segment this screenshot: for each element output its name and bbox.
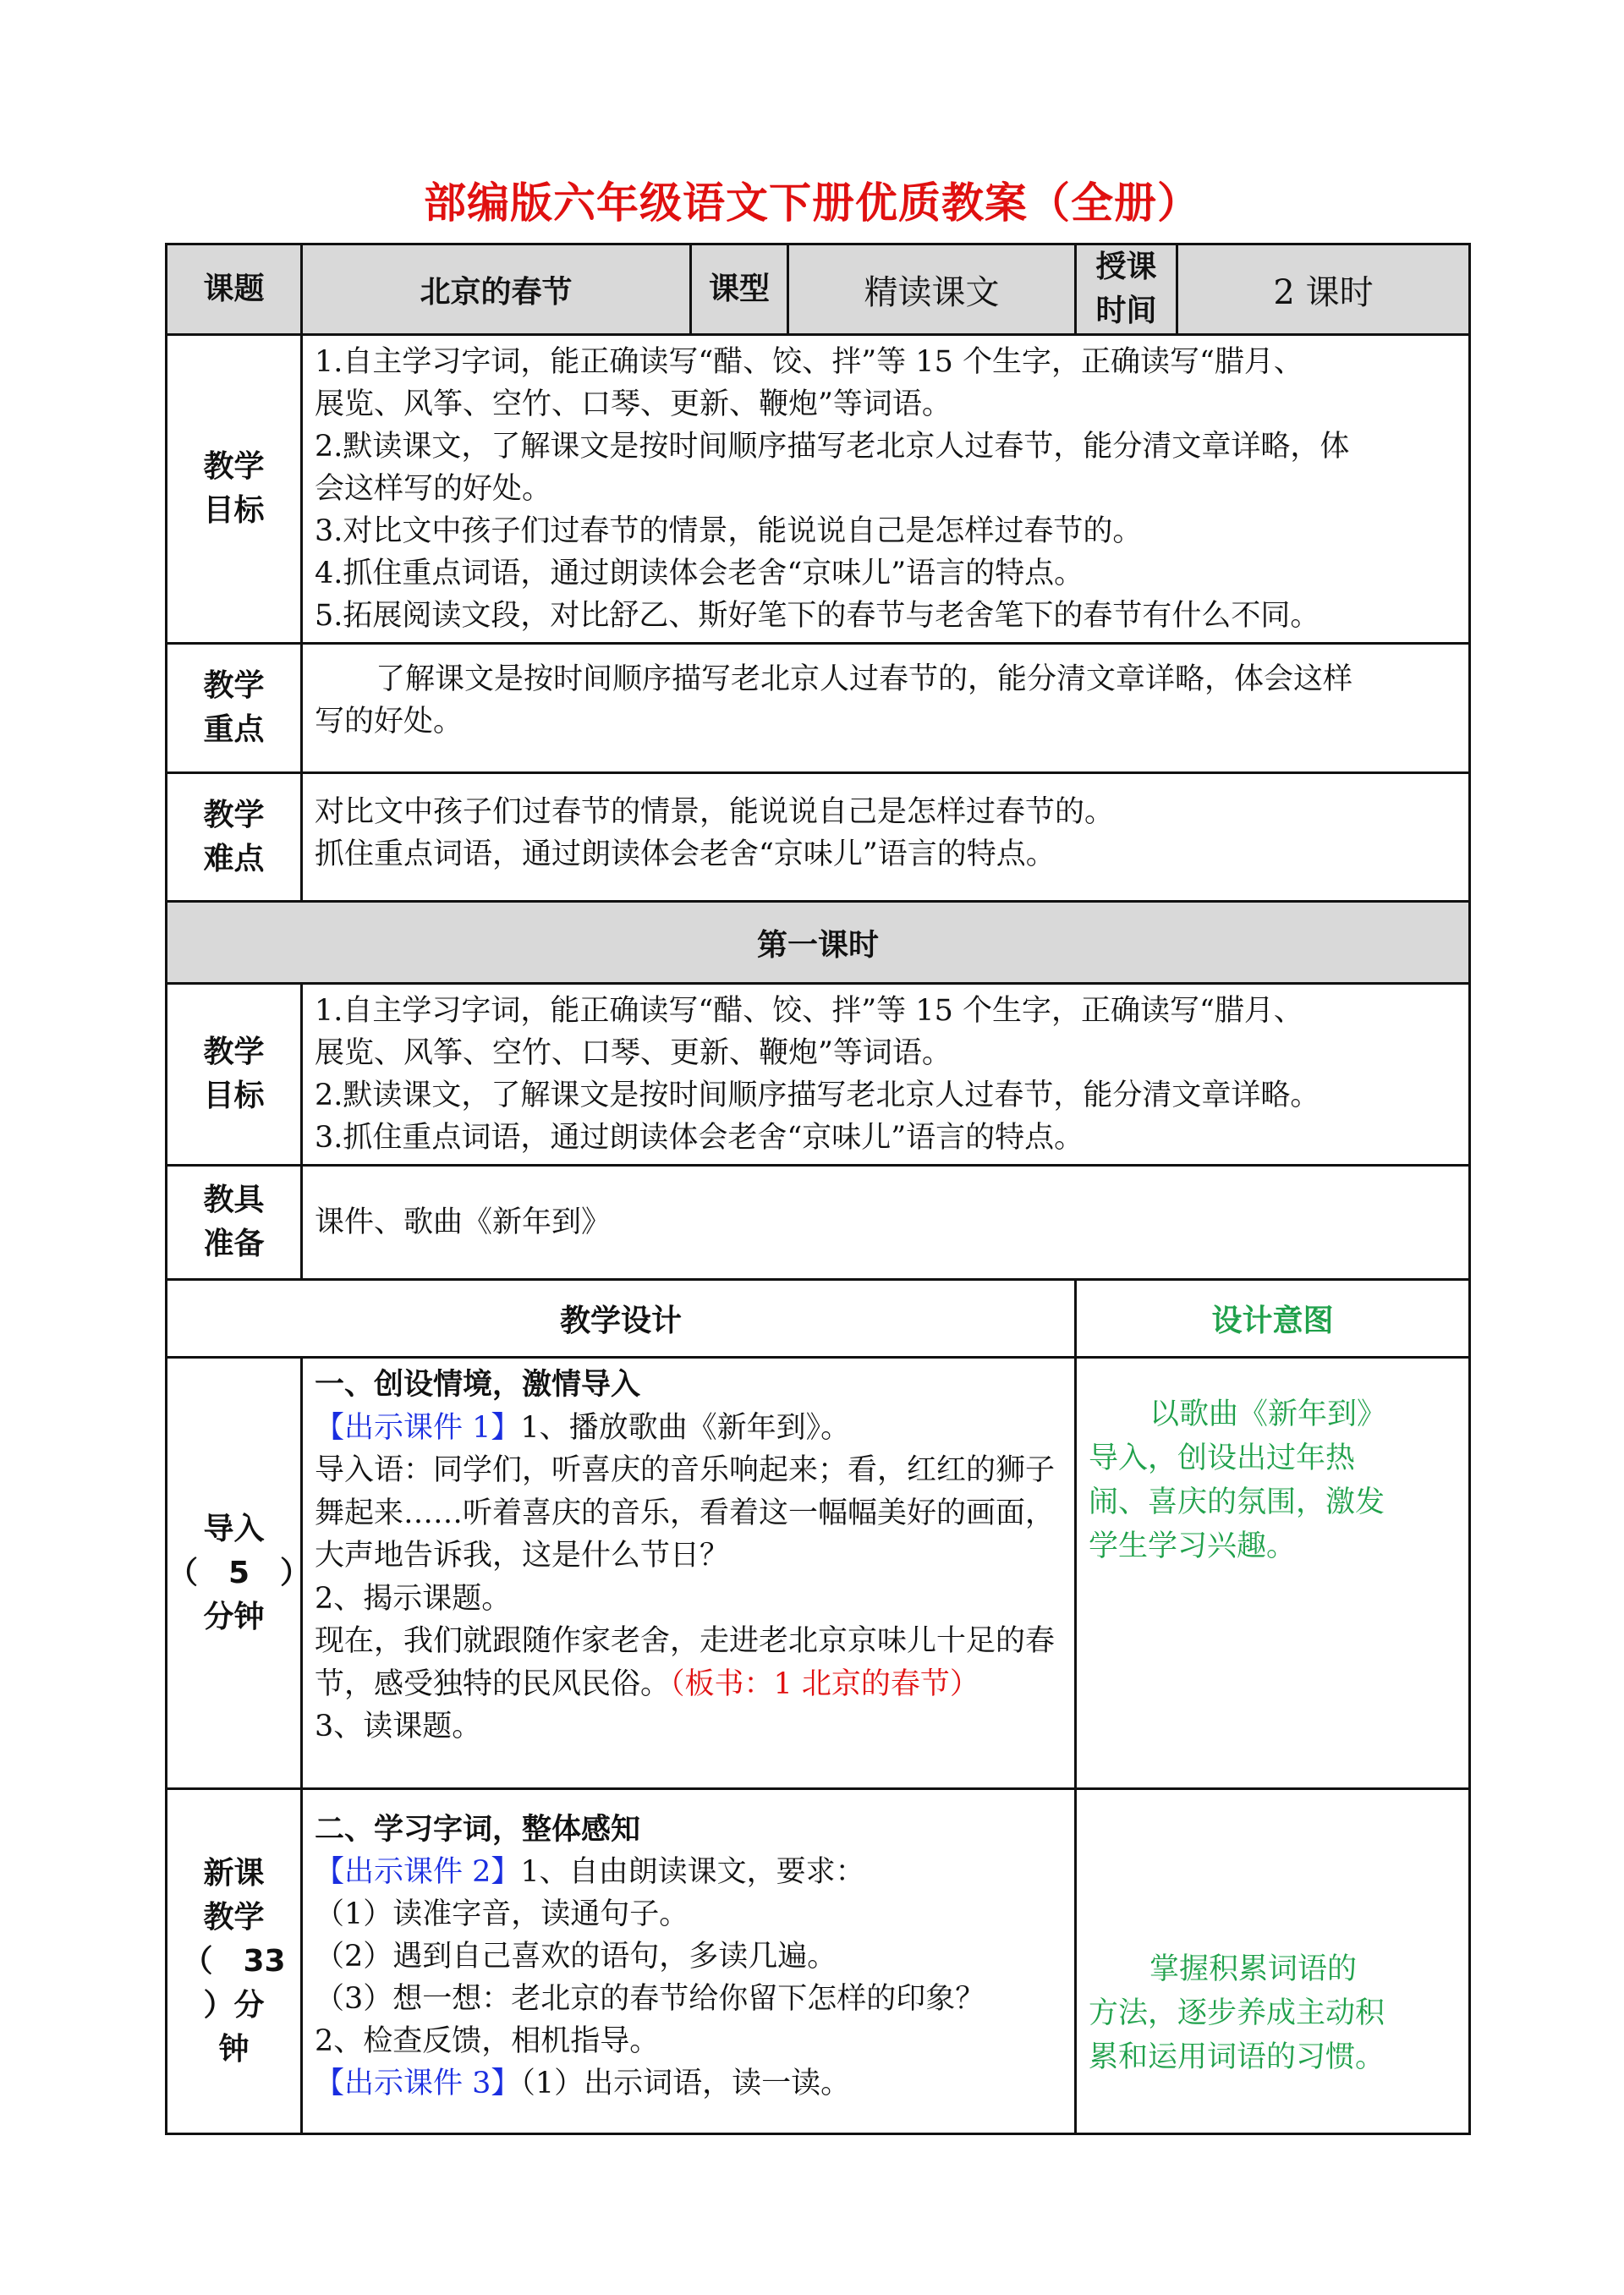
lesson1-title: 第一课时 [167, 902, 1470, 984]
goals-line: 4.抓住重点词语，通过朗读体会老舍“京味儿”语言的特点。 [315, 557, 1084, 590]
new-lesson-line-text: （1）出示词语，读一读。 [520, 2067, 851, 2100]
design-header: 教学设计 [167, 1280, 1076, 1358]
lesson1-tools-text: 课件、歌曲《新年到》 [315, 1205, 612, 1239]
intro-line: 2、揭示课题。 [315, 1581, 512, 1616]
lesson1-goals-label [167, 984, 302, 1166]
difficulties-label-line-1: 教学 [203, 797, 265, 832]
goals-row [167, 335, 1470, 644]
intro-line: 现在，我们就跟随作家老舍，走进老北京京味儿十足的春 [315, 1624, 1056, 1658]
intro-line [315, 1663, 1074, 1706]
header-row [167, 244, 1470, 335]
key-points-label [167, 644, 302, 773]
lesson1-goals-row [167, 984, 1470, 1166]
intro-line [315, 1407, 1074, 1450]
goals-line: 展览、风筝、空竹、口琴、更新、鞭炮”等词语。 [315, 387, 952, 421]
lesson1-goals-label-line-1: 教学 [203, 1035, 265, 1069]
new-lesson-line: （1）读准字音，读通句子。 [315, 1897, 689, 1931]
design-header-row [167, 1280, 1470, 1358]
new-lesson-heading: 二、学习字词，整体感知 [315, 1813, 641, 1847]
intro-intent-line: 以歌曲《新年到》 [1149, 1397, 1387, 1431]
lesson1-goals-line: 1.自主学习字词，能正确读写“醋、饺、拌”等 15 个生字，正确读写“腊月、 [315, 994, 1303, 1028]
lesson1-tools-label [167, 1166, 302, 1280]
intro-intent [1076, 1358, 1470, 1789]
intent-header: 设计意图 [1076, 1280, 1470, 1358]
intro-content [302, 1358, 1076, 1789]
new-lesson-label-line-3: （ 33 [182, 1943, 286, 1979]
intro-label [167, 1358, 311, 1789]
type-value: 精读课文 [788, 244, 1076, 335]
goals-line: 2.默读课文，了解课文是按时间顺序描写老北京人过春节，能分清文章详略，体 [315, 430, 1350, 464]
new-lesson-label-line-2: 教学 [203, 1899, 265, 1935]
topic-value: 北京的春节 [302, 244, 691, 335]
new-lesson-intent-line: 累和运用词语的习惯。 [1089, 2040, 1385, 2074]
key-points-label-line-2: 重点 [203, 712, 265, 747]
new-lesson-intent [1076, 1789, 1470, 2134]
key-points-content [302, 644, 1470, 773]
lesson1-tools-label-line-1: 教具 [203, 1183, 265, 1217]
courseware-2-tag: 【出示课件 2】 [315, 1855, 521, 1889]
time-label-line-2: 时间 [1095, 294, 1157, 328]
board-note: （板书：1 北京的春节） [670, 1666, 979, 1701]
lesson1-goals-content [302, 984, 1470, 1166]
intro-line-text: 节，感受独特的民风民俗。 [315, 1666, 671, 1701]
intro-label-line-2: （ 5 ） [167, 1555, 311, 1590]
intro-line: 导入语：同学们，听喜庆的音乐响起来；看，红红的狮子 [315, 1453, 1056, 1487]
lesson1-goals-line: 3.抓住重点词语，通过朗读体会老舍“京味儿”语言的特点。 [315, 1121, 1084, 1155]
lesson1-tools-label-line-2: 准备 [203, 1227, 265, 1261]
goals-line: 1.自主学习字词，能正确读写“醋、饺、拌”等 15 个生字，正确读写“腊月、 [315, 345, 1303, 379]
goals-label [167, 335, 302, 644]
new-lesson-label-line-5: 钟 [218, 2031, 250, 2067]
goals-content [302, 335, 1470, 644]
goals-line: 5.拓展阅读文段，对比舒乙、斯好笔下的春节与老舍笔下的春节有什么不同。 [315, 599, 1320, 633]
lesson1-tools-row [167, 1166, 1470, 1280]
intro-line: 舞起来……听着喜庆的音乐，看着这一幅幅美好的画面， [315, 1496, 1056, 1530]
new-lesson-intent-line: 方法，逐步养成主动积 [1089, 1996, 1385, 2030]
lesson1-goals-label-line-2: 目标 [203, 1079, 265, 1113]
new-lesson-content [302, 1789, 1076, 2134]
difficulties-line: 对比文中孩子们过春节的情景，能说说自己是怎样过春节的。 [315, 795, 1115, 829]
time-label-line-1: 授课 [1095, 250, 1157, 284]
intro-intent-line: 导入，创设出过年热 [1089, 1441, 1356, 1475]
difficulties-label-line-2: 难点 [203, 841, 265, 876]
courseware-1-tag: 【出示课件 1】 [315, 1410, 521, 1445]
lesson1-goals-line: 2.默读课文，了解课文是按时间顺序描写老北京人过春节，能分清文章详略。 [315, 1079, 1320, 1112]
key-points-label-line-1: 教学 [203, 668, 265, 703]
intro-row [167, 1358, 1470, 1789]
intro-intent-line: 学生学习兴趣。 [1089, 1529, 1297, 1563]
difficulties-row [167, 773, 1470, 902]
new-lesson-label-line-4: ）分 [203, 1987, 265, 2023]
new-lesson-intent-line: 掌握积累词语的 [1149, 1952, 1358, 1986]
time-value: 2 课时 [1177, 244, 1470, 335]
difficulties-label [167, 773, 302, 902]
intro-intent-line: 闹、喜庆的氛围，激发 [1089, 1485, 1385, 1519]
intro-label-line-3: 分钟 [203, 1599, 265, 1634]
new-lesson-label-line-1: 新课 [203, 1855, 265, 1891]
new-lesson-line-text: 1、自由朗读课文，要求： [520, 1855, 865, 1889]
intro-line: 大声地告诉我，这是什么节日？ [315, 1539, 730, 1573]
new-lesson-line: 2、检查反馈，相机指导。 [315, 2024, 660, 2058]
new-lesson-label [167, 1789, 302, 2134]
courseware-3-tag: 【出示课件 3】 [315, 2067, 521, 2100]
new-lesson-line [315, 2062, 1074, 2105]
difficulties-content [302, 773, 1470, 902]
goals-line: 会这样写的好处。 [315, 472, 552, 506]
page-title: 部编版六年级语文下册优质教案（全册） [424, 178, 1200, 228]
goals-label-line-1: 教学 [203, 449, 265, 484]
intro-line-text: 1、播放歌曲《新年到》。 [520, 1410, 851, 1445]
goals-line: 3.对比文中孩子们过春节的情景，能说说自己是怎样过春节的。 [315, 514, 1143, 548]
intro-heading: 一、创设情境，激情导入 [315, 1368, 641, 1402]
key-points-line: 了解课文是按时间顺序描写老北京人过春节的，能分清文章详略，体会这样 [376, 662, 1353, 696]
time-label [1076, 244, 1177, 335]
intro-label-line-1: 导入 [203, 1511, 265, 1546]
intro-line: 3、读课题。 [315, 1710, 482, 1743]
new-lesson-line [315, 1851, 1074, 1893]
lesson-plan-table [165, 243, 1471, 2135]
type-label: 课型 [691, 244, 788, 335]
new-lesson-line: （3）想一想：老北京的春节给你留下怎样的印象？ [315, 1982, 985, 2016]
lesson1-tools-content [302, 1166, 1470, 1280]
difficulties-line: 抓住重点词语，通过朗读体会老舍“京味儿”语言的特点。 [315, 837, 1056, 871]
new-lesson-line: （2）遇到自己喜欢的语句，多读几遍。 [315, 1940, 837, 1974]
new-lesson-row [167, 1789, 1470, 2134]
key-points-line: 写的好处。 [315, 705, 464, 738]
lesson1-goals-line: 展览、风筝、空竹、口琴、更新、鞭炮”等词语。 [315, 1036, 952, 1070]
lesson1-title-row [167, 902, 1470, 984]
key-points-row [167, 644, 1470, 773]
goals-label-line-2: 目标 [203, 493, 265, 528]
topic-label: 课题 [167, 244, 302, 335]
